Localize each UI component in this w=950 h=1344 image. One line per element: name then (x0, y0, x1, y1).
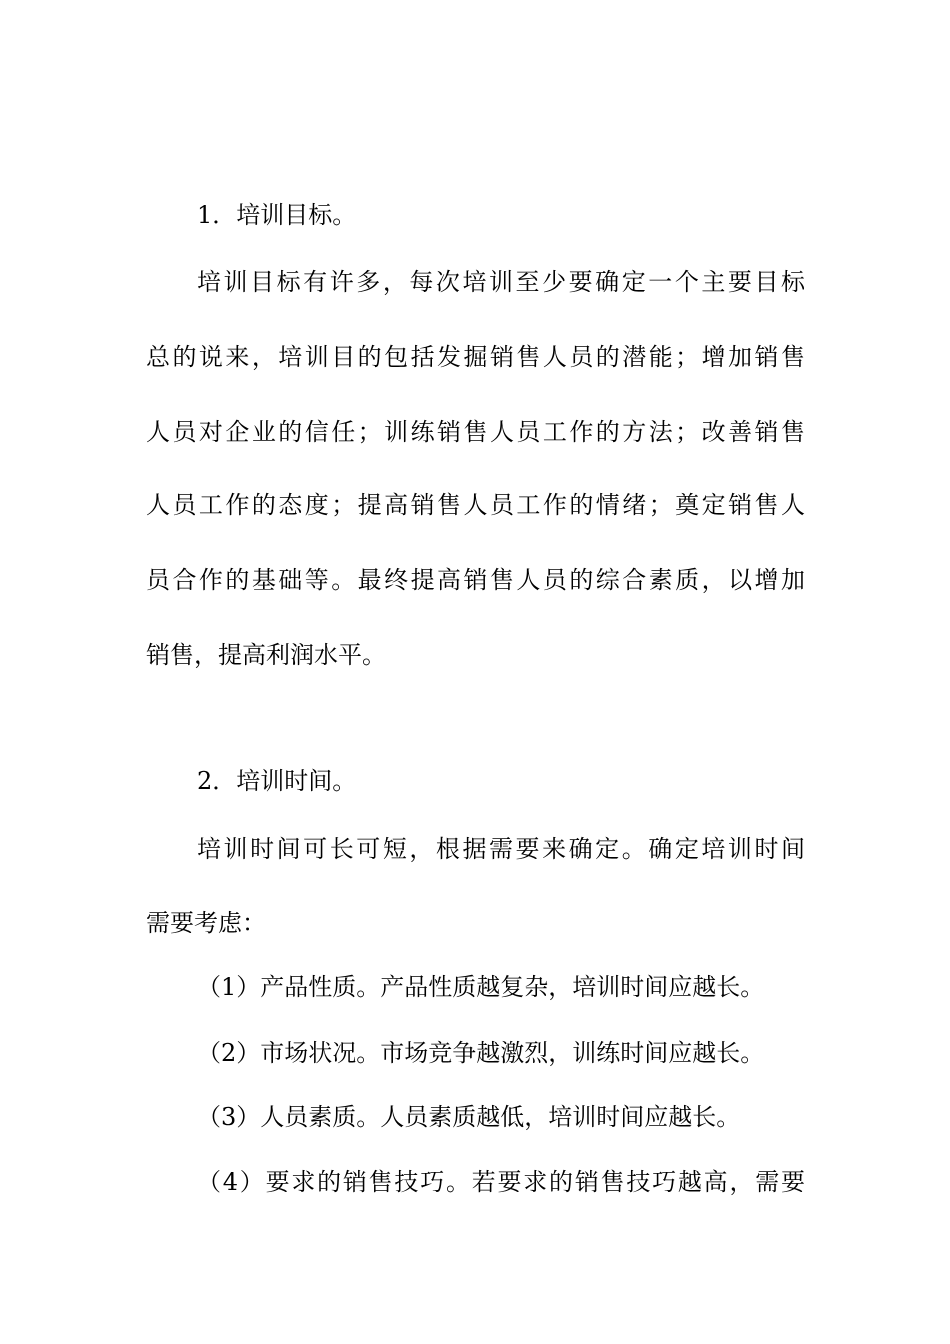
section-2-list-item-3: （3）人员素质。人员素质越低，培训时间应越长。 (197, 1103, 741, 1131)
section-2-list-item-2: （2）市场状况。市场竞争越激烈，训练时间应越长。 (197, 1039, 765, 1067)
section-1-paragraph-line-1: 培训目标有许多，每次培训至少要确定一个主要目标 (197, 268, 805, 296)
section-2-paragraph-line-2: 需要考虑： (146, 909, 266, 937)
section-1-paragraph-line-3: 人员对企业的信任；训练销售人员工作的方法；改善销售 (146, 418, 805, 446)
section-1-paragraph-line-2: 总的说来，培训目的包括发掘销售人员的潜能；增加销售 (146, 343, 805, 371)
section-1-heading: 1．培训目标。 (197, 201, 357, 229)
section-1-paragraph-line-5: 员合作的基础等。最终提高销售人员的综合素质，以增加 (146, 566, 805, 594)
section-2-paragraph-line-1: 培训时间可长可短，根据需要来确定。确定培训时间 (197, 835, 805, 863)
section-2-list-item-1: （1）产品性质。产品性质越复杂，培训时间应越长。 (197, 973, 765, 1001)
section-2-list-item-4: （4）要求的销售技巧。若要求的销售技巧越高，需要 (197, 1168, 805, 1196)
section-1-paragraph-line-4: 人员工作的态度；提高销售人员工作的情绪；奠定销售人 (146, 491, 805, 519)
section-1-paragraph-line-6: 销售，提高利润水平。 (146, 641, 386, 669)
section-2-heading: 2．培训时间。 (197, 767, 357, 795)
